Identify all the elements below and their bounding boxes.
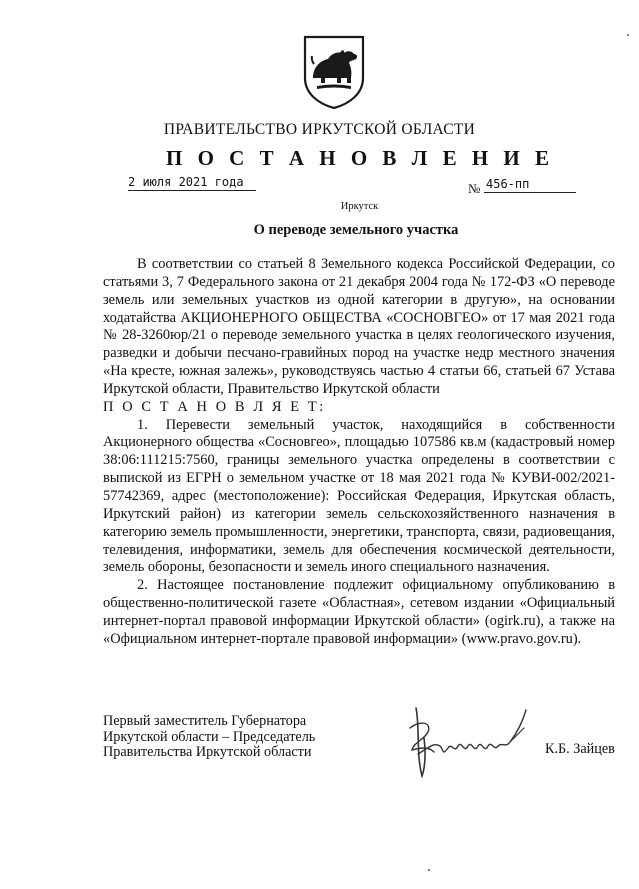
scan-speck xyxy=(627,34,629,36)
city: Иркутск xyxy=(340,201,379,212)
coat-of-arms-icon xyxy=(301,34,367,110)
signatory-name: К.Б. Зайцев xyxy=(545,741,615,757)
signatory-title-line: Иркутской области – Председатель xyxy=(103,728,316,745)
scan-speck xyxy=(428,869,430,871)
signatory-title-line: Первый заместитель Губернатора xyxy=(103,713,307,729)
item-2-paragraph: 2. Настоящее постановление подлежит официальному опубликованию в общественно-политической газете «Областная», сетевом издании «Официальный интернет-портал правовой информации Иркутской области» (ogirk.ru), а также на «Официальном интернет-портале правовой информации» (www.pravo.gov.ru). xyxy=(103,577,615,647)
signatory-title-line: Правительства Иркутской области xyxy=(103,744,312,760)
document-number: 456-пп xyxy=(484,177,576,193)
document-type: П О С Т А Н О В Л Е Н И Е xyxy=(165,146,554,170)
document-heading: О переводе земельного участка xyxy=(253,222,459,238)
preamble-paragraph: В соответствии со статьей 8 Земельного кодекса Российской Федерации, со статьями 3, 7 Федерального закона от 21 декабря 2004 года № 172-ФЗ «О переводе земель или земельных участков из одной категории в другую», на основании ходатайства АКЦИОНЕРНОГО ОБЩЕСТВА «СОСНОВГЕО» от 17 мая 2021 года № 28-3260юр/21 о переводе земельного участка в целях геологического изучения, разведки и добычи песчано-гравийных пород на участке недр местного значения «На кресте, южная залежь», руководствуясь частью 4 статьи 66, статьей 67 Устава Иркутской области, Правительство Иркутской области xyxy=(103,256,615,397)
handwritten-signature xyxy=(398,698,548,788)
document-body xyxy=(103,256,615,649)
signatory-title xyxy=(103,714,403,761)
document-date: 2 июля 2021 года xyxy=(128,175,256,191)
item-1-paragraph: 1. Перевести земельный участок, находящийся в собственности Акционерного общества «Сосновгео», площадью 107586 кв.м (кадастровый номер 38:06:111215:7560, границы земельного участка определены в соответствии с выпиской из ЕГРН о земельном участке от 18 мая 2021 года № КУВИ-002/2021-57742369, адрес (местоположение): Российская Федерация, Иркутская область, Иркутский район) из категории земель сельскохозяйственного назначения в категорию земель промышленности, энергетики, транспорта, связи, радиовещания, телевидения, информатики, земель для обеспечения космической деятельности, земель обороны, безопасности и земель иного специального назначения. xyxy=(103,416,615,576)
government-name: ПРАВИТЕЛЬСТВО ИРКУТСКОЙ ОБЛАСТИ xyxy=(163,121,476,138)
resolves-heading: П О С Т А Н О В Л Я Е Т: xyxy=(103,398,326,415)
number-sign: № xyxy=(468,181,481,196)
